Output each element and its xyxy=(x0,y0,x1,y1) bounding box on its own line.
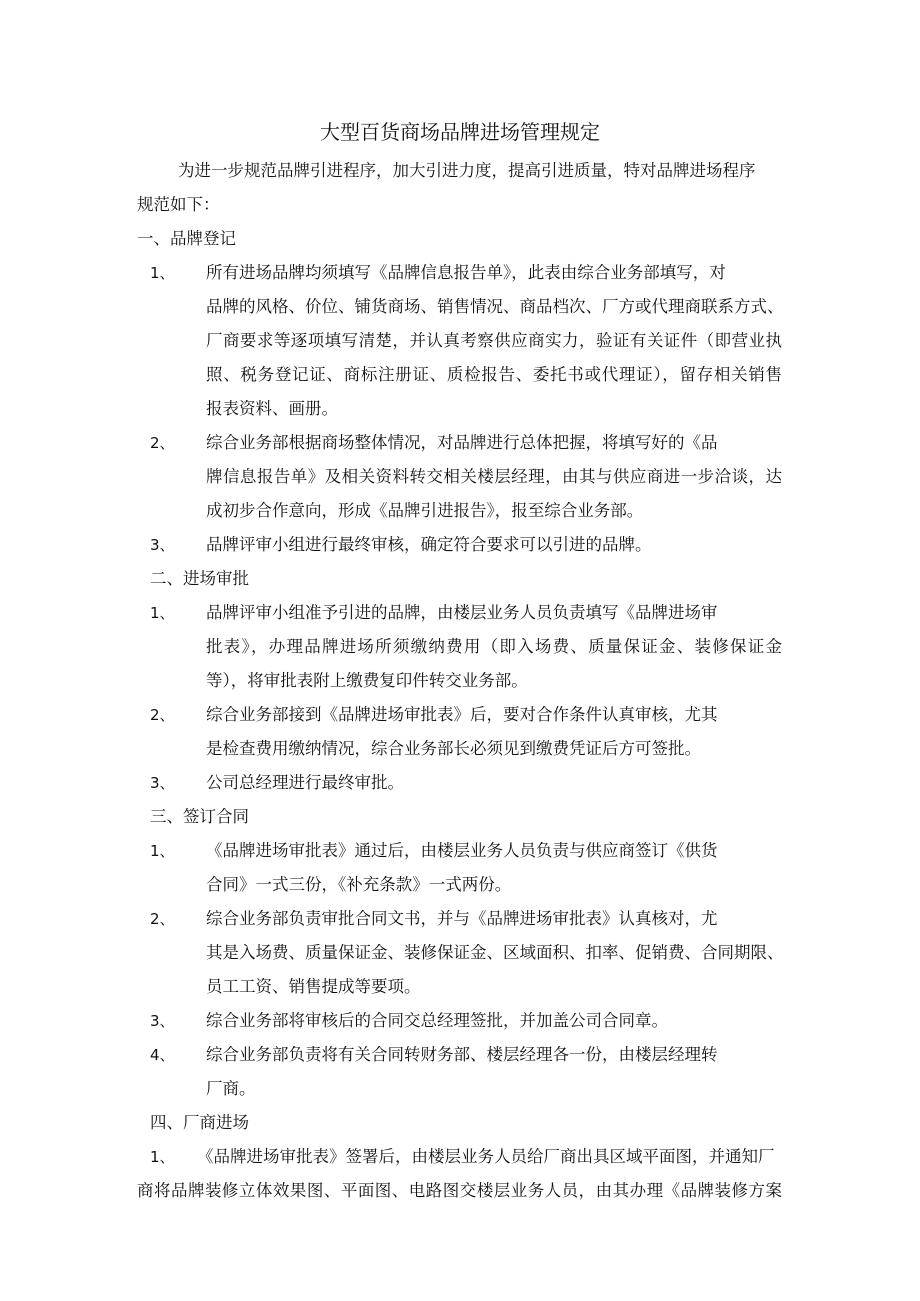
document-title: 大型百货商场品牌进场管理规定 xyxy=(320,120,600,144)
item-number: 1、 xyxy=(150,264,175,282)
item-number: 3、 xyxy=(150,536,175,554)
item-number: 2、 xyxy=(150,910,175,928)
item-line: 商将品牌装修立体效果图、平面图、电路图交楼层业务人员，由其办理《品牌装修方案 xyxy=(137,1181,782,1200)
item-number: 4、 xyxy=(150,1046,175,1064)
item-number: 1、 xyxy=(150,1148,175,1166)
item-line: 员工工资、销售提成等要项。 xyxy=(206,977,421,996)
item-line: 综合业务部负责将有关合同转财务部、楼层经理各一份，由楼层经理转 xyxy=(206,1045,718,1064)
item-line: 品牌的风格、价位、铺货商场、销售情况、商品档次、厂方或代理商联系方式、 xyxy=(206,297,784,316)
item-line: 其是入场费、质量保证金、装修保证金、区域面积、扣率、促销费、合同期限、 xyxy=(206,943,784,962)
item-number: 2、 xyxy=(150,434,175,452)
item-line: 牌信息报告单》及相关资料转交相关楼层经理，由其与供应商进一步洽谈，达 xyxy=(206,467,782,486)
item-line: 所有进场品牌均须填写《品牌信息报告单》，此表由综合业务部填写，对 xyxy=(206,263,726,282)
item-line: 综合业务部根据商场整体情况，对品牌进行总体把握，将填写好的《品 xyxy=(206,433,718,452)
item-line: 等），将审批表附上缴费复印件转交业务部。 xyxy=(206,671,528,690)
item-number: 3、 xyxy=(150,1012,175,1030)
item-number: 1、 xyxy=(150,604,175,622)
item-line: 成初步合作意向，形成《品牌引进报告》，报至综合业务部。 xyxy=(206,501,644,520)
item-line: 综合业务部将审核后的合同交总经理签批，并加盖公司合同章。 xyxy=(206,1011,668,1030)
item-line: 厂商要求等逐项填写清楚，并认真考察供应商实力，验证有关证件（即营业执 xyxy=(206,331,782,350)
item-line: 品牌评审小组进行最终审核，确定符合要求可以引进的品牌。 xyxy=(206,535,652,554)
item-number: 1、 xyxy=(150,842,175,860)
item-line: 报表资料、画册。 xyxy=(206,399,338,418)
section-heading: 二、进场审批 xyxy=(150,569,249,588)
item-line: 厂商。 xyxy=(206,1079,256,1098)
item-line: 批表》，办理品牌进场所须缴纳费用（即入场费、质量保证金、装修保证金 xyxy=(206,637,782,656)
item-line: 公司总经理进行最终审批。 xyxy=(206,773,404,792)
item-line: 《品牌进场审批表》通过后，由楼层业务人员负责与供应商签订《供货 xyxy=(206,841,718,860)
item-line: 综合业务部负责审批合同文书，并与《品牌进场审批表》认真核对，尤 xyxy=(206,909,718,928)
intro-line: 规范如下： xyxy=(137,195,220,214)
item-line: 照、税务登记证、商标注册证、质检报告、委托书或代理证），留存相关销售 xyxy=(206,365,782,384)
item-line: 品牌评审小组准予引进的品牌，由楼层业务人员负责填写《品牌进场审 xyxy=(206,603,718,622)
item-number: 2、 xyxy=(150,706,175,724)
item-number: 3、 xyxy=(150,774,175,792)
item-line: 《品牌进场审批表》签署后，由楼层业务人员给厂商出具区域平面图，并通知厂 xyxy=(197,1147,775,1166)
section-heading: 三、签订合同 xyxy=(150,807,249,826)
item-line: 综合业务部接到《品牌进场审批表》后，要对合作条件认真审核，尤其 xyxy=(206,705,718,724)
item-line: 合同》一式三份，《补充条款》一式两份。 xyxy=(206,875,512,894)
item-line: 是检查费用缴纳情况，综合业务部长必须见到缴费凭证后方可签批。 xyxy=(206,739,701,758)
section-heading: 四、厂商进场 xyxy=(150,1113,249,1132)
section-heading: 一、品牌登记 xyxy=(137,229,236,248)
intro-line: 为进一步规范品牌引进程序，加大引进力度，提高引进质量，特对品牌进场程序 xyxy=(178,161,756,180)
